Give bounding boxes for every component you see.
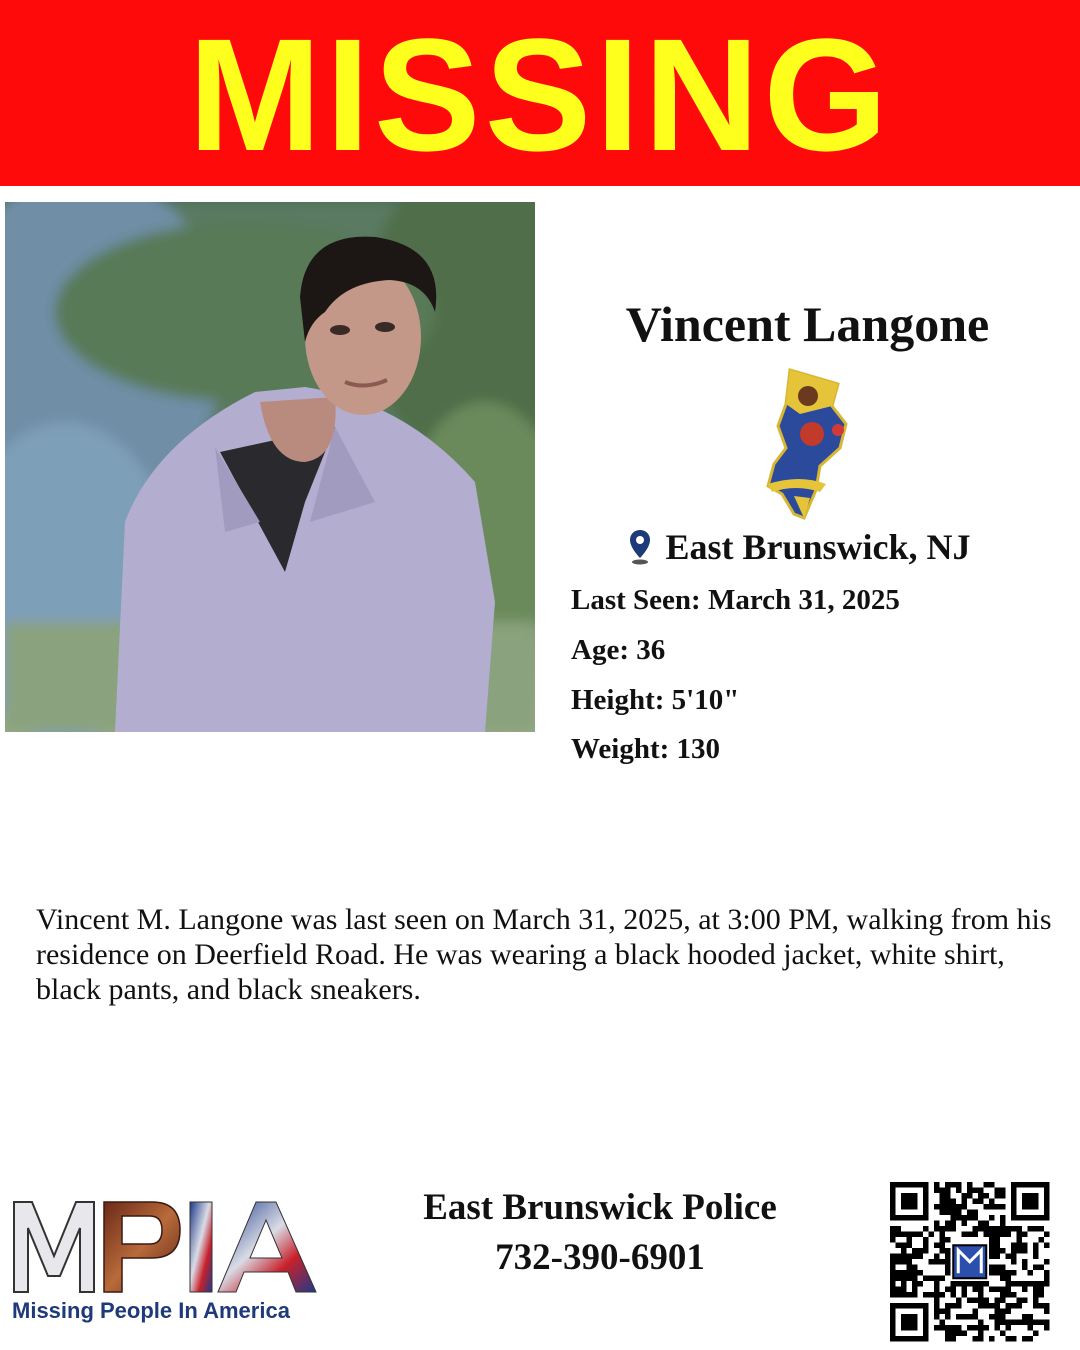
height: Height: 5'10" [571, 684, 740, 716]
description: Vincent M. Langone was last seen on March 31, 2025, at 3:00 PM, walking from his residence on Deerfield Road. He was wearing a black hooded jacket, white shirt, black pants, and black sneakers. [36, 903, 1052, 1006]
person-name: Vincent Langone [625, 296, 990, 352]
contact-agency: East Brunswick Police [423, 1187, 777, 1228]
missing-banner [0, 0, 1080, 186]
missing-person-photo [5, 202, 535, 732]
banner-title: MISSING [188, 5, 892, 184]
map-pin-icon [629, 529, 651, 565]
location-row [560, 524, 1040, 570]
contact-phone[interactable]: 732-390-6901 [495, 1237, 705, 1278]
photo-image [5, 202, 535, 732]
qr-code-image[interactable] [888, 1180, 1052, 1342]
last-seen: Last Seen: March 31, 2025 [571, 584, 900, 616]
qr-code-icon[interactable] [888, 1180, 1052, 1342]
weight: Weight: 130 [571, 733, 721, 765]
new-jersey-seal-icon [760, 366, 852, 524]
logo-caption: Missing People In America [12, 1298, 290, 1323]
age: Age: 36 [571, 634, 666, 666]
mpia-logo-letters [12, 1196, 332, 1296]
location-text: East Brunswick, NJ [665, 527, 971, 567]
